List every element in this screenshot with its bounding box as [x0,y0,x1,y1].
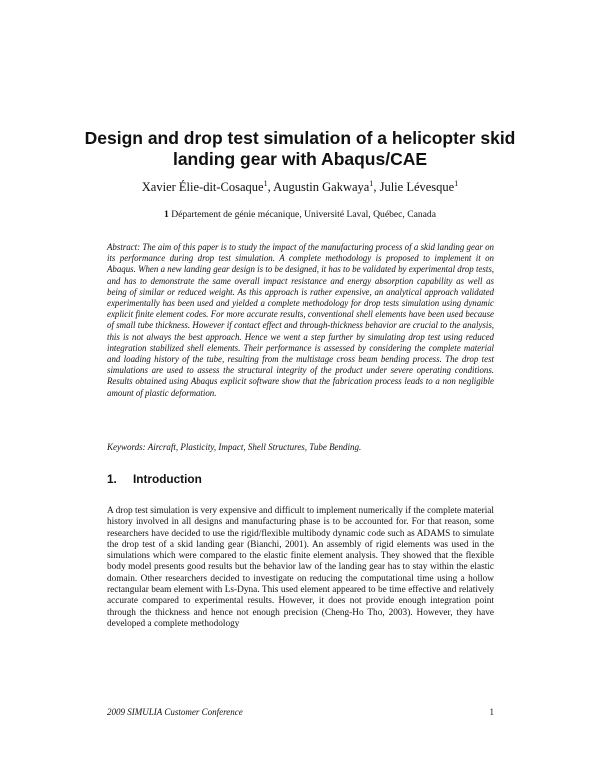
author-name: Julie Lévesque [379,180,455,194]
affiliation-marker: 1 [164,209,169,220]
abstract: Abstract: The aim of this paper is to study the impact of the manufacturing process of a skid landing gear on its performance during drop test simulation. A complete methodology is proposed to implement it on Abaqus. When a new landing gear design is to be designed, it has to be validated by experimental drop tests, and has to demonstrate the same overall impact resistance and energy absorption capability as well as being of similar or reduced weight. As this approach is rather expensive, an analytical approach validated experimentally has been used and yielded a complete methodology for drop tests simulation using dynamic explicit finite element codes. For more accurate results, conventional shell elements have been used because of small tube thickness. However if contact effect and through-thickness behavior are crucial to the analysis, this is not always the best approach. Hence we went a step further by simulating drop test using reduced integration stabilized shell elements. Their performance is assessed by considering the complete material and loading history of the tube, resulting from the multistage cross beam bending process. The drop test simulations are used to assess the structural integrity of the product under severe operating conditions. Results obtained using Abaqus explicit software show that the fabrication process leads to a non negligible amount of plastic deformation. [107,242,494,398]
author-affiliation-marker: 1 [263,178,268,188]
page-number: 1 [489,707,494,717]
paper-title: Design and drop test simulation of a helicopter skid landing gear with Abaqus/CAE [84,128,516,169]
affiliation-text: Département de génie mécanique, Université Laval, Québec, Canada [168,209,436,220]
section-number: 1. [107,472,117,486]
author-name: Xavier Élie-dit-Cosaque [141,180,264,194]
author-name: Augustin Gakwaya [273,180,370,194]
section-heading [107,472,494,486]
body-paragraph: A drop test simulation is very expensive and difficult to implement numerically if the complete material history involved in all designs and manufacturing phase is to be accounted for. For that reason, some researchers have decided to use the rigid/flexible multibody dynamic code such as ADAMS to simulate the drop test of a skid landing gear (Bianchi, 2001). An assembly of rigid elements was used in the simulations which were compared to the elastic finite element analysis. They showed that the flexible body model presents good results but the behavior law of the landing gear has to stay within the elastic domain. Other researchers decided to investigate on reducing the computational time using a hollow rectangular beam element with Ls-Dyna. This used element appeared to be time effective and relatively accurate compared to experimental results. However, it does not provide enough integration point through the thickness and hence not enough precision (Cheng-Ho Tho, 2003). However, they have developed a complete methodology [107,506,494,629]
author-affiliation-marker: 1 [369,178,374,188]
section-title: Introduction [133,472,202,486]
author-separator: , [267,180,274,194]
affiliation [60,209,540,220]
author-separator: , [373,180,380,194]
author-affiliation-marker: 1 [454,178,459,188]
footer-conference: 2009 SIMULIA Customer Conference [107,707,243,717]
author-list [60,180,540,195]
keywords: Keywords: Aircraft, Plasticity, Impact, Shell Structures, Tube Bending. [107,442,362,452]
